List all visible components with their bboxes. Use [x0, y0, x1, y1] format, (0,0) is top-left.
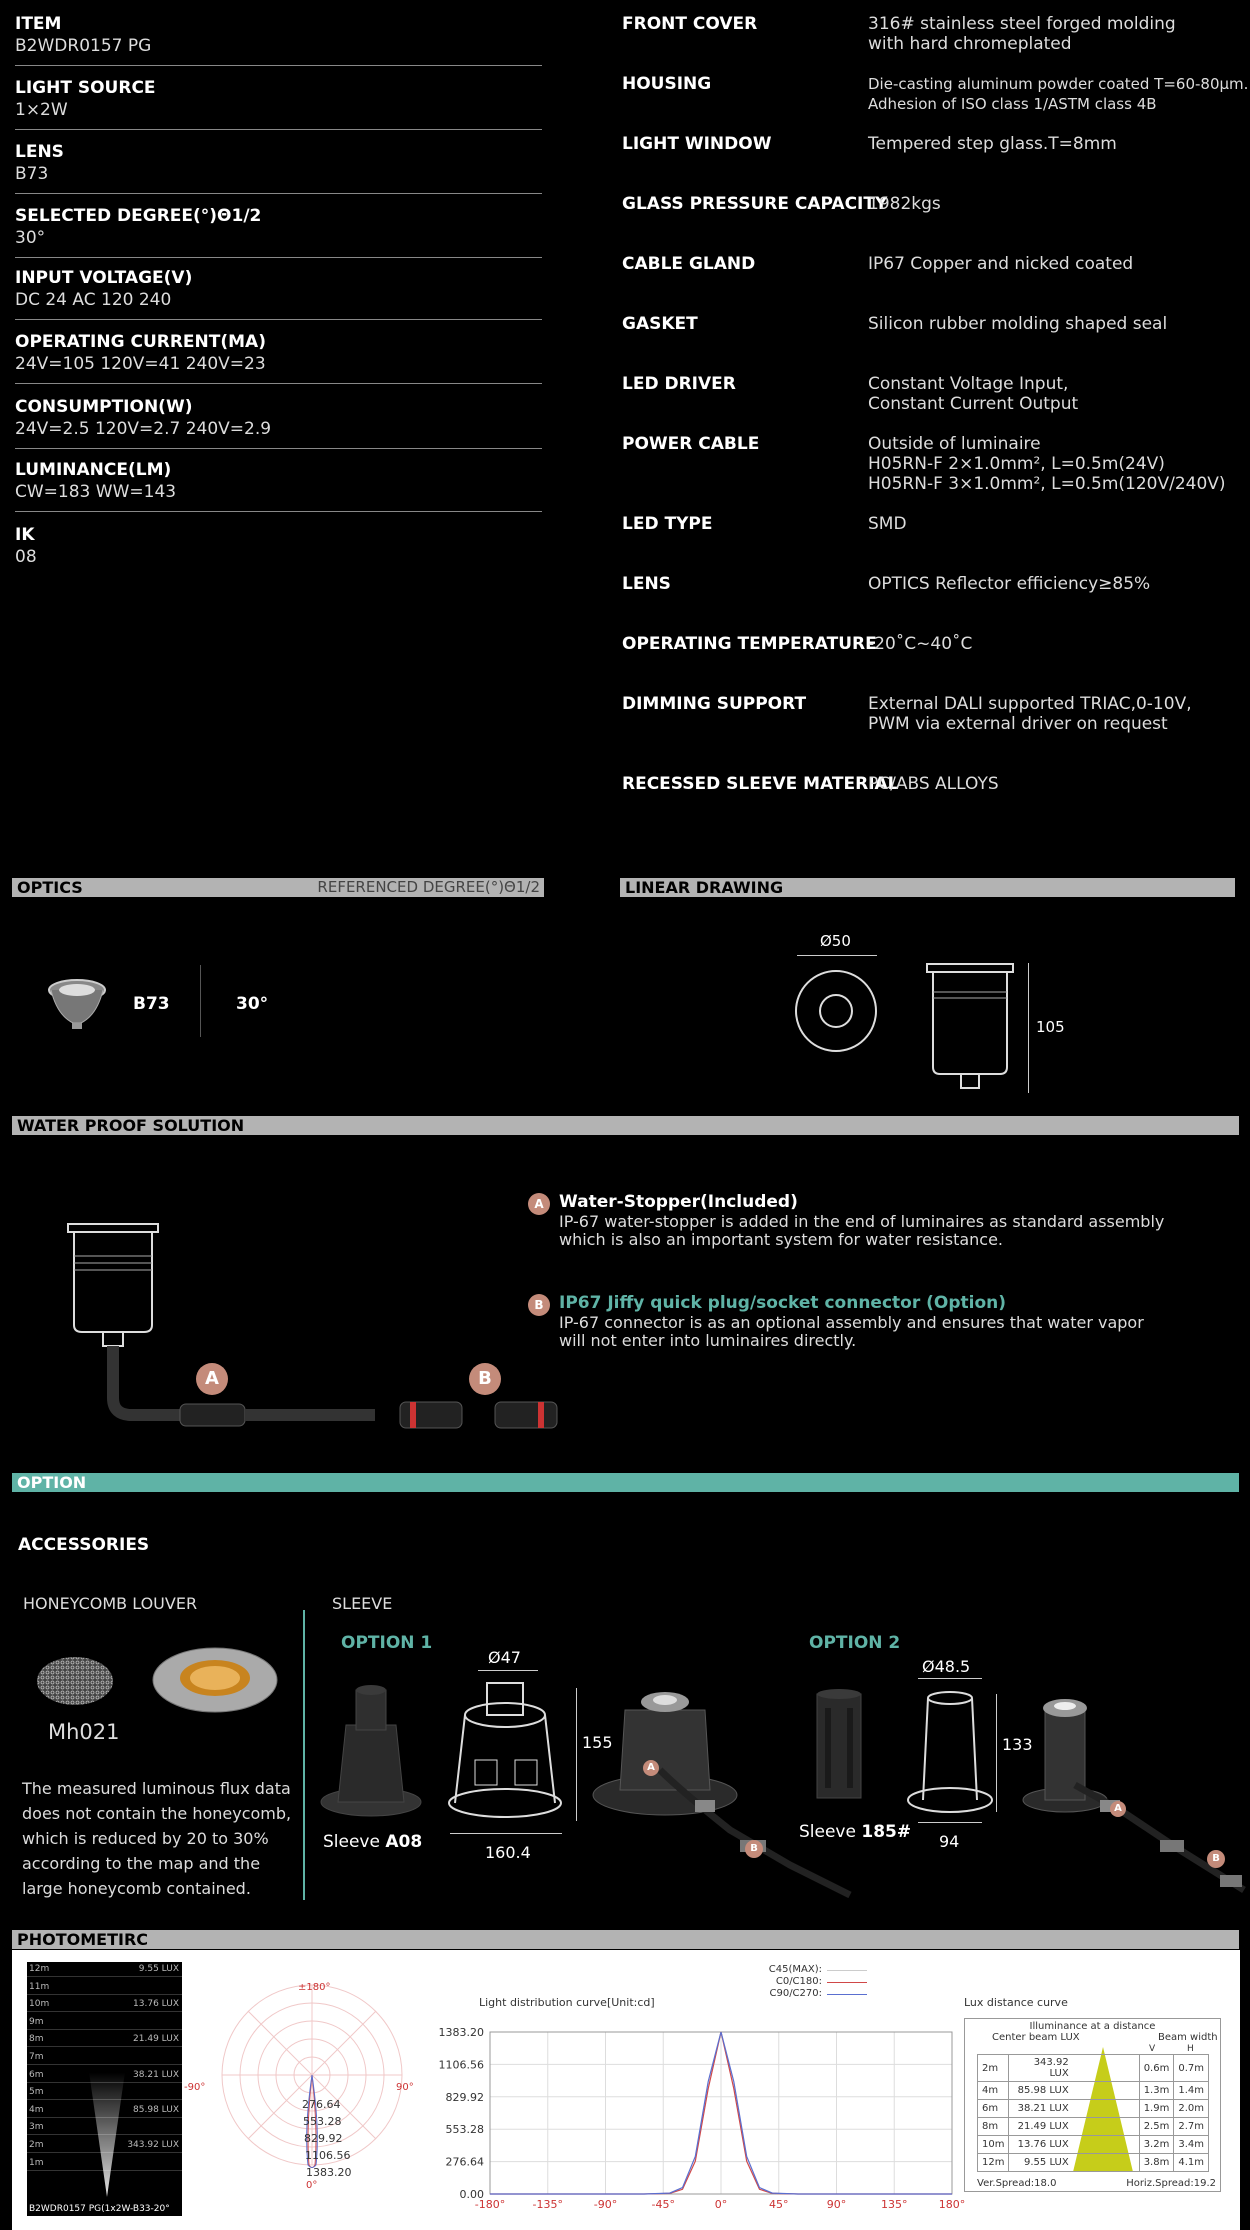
polar-right-label: 90° [396, 2082, 414, 2093]
option2-badge-b: B [1207, 1850, 1225, 1868]
legend-label: C90/C270: [769, 1988, 822, 1999]
right-spec-label: LED TYPE [622, 514, 713, 534]
legend-swatch [827, 1970, 867, 1971]
honeycomb-note-line: which is reduced by 20 to 30% [22, 1829, 269, 1848]
waterproof-b-text-1: IP-67 connector is as an optional assembly and ensures that water vapor [559, 1313, 1144, 1332]
left-spec-label: IK [15, 525, 35, 545]
beam-cone-image [87, 2072, 127, 2197]
lux-table-cell: 21.49 LUX [1009, 2118, 1139, 2136]
distance-row-line [27, 2011, 182, 2012]
left-spec-label: OPERATING CURRENT(MA) [15, 332, 266, 352]
right-spec-label: FRONT COVER [622, 14, 758, 34]
distance-row-label: 7m [29, 2052, 44, 2062]
sleeve-a08-photo [318, 1680, 424, 1820]
optics-degree: 30° [236, 994, 269, 1014]
lux-table-cell: 2.5m [1139, 2118, 1174, 2136]
left-spec-separator [15, 511, 542, 512]
honeycomb-fitted-image [150, 1645, 280, 1715]
optics-lens-code: B73 [133, 994, 170, 1014]
left-spec-item [15, 204, 542, 264]
right-spec-value-line: External DALI supported TRIAC,0-10V, [868, 694, 1192, 714]
lux-table-cell: 8m [978, 2118, 1009, 2136]
left-spec-value: DC 24 AC 120 240 [15, 290, 172, 310]
chart-x-tick-label: -135° [532, 2198, 563, 2211]
legend-label: C45(MAX): [768, 1964, 822, 1975]
honeycomb-code: Mh021 [48, 1720, 120, 1744]
polar-value-label: 553.28 [303, 2115, 342, 2128]
distance-row-label: 2m [29, 2140, 44, 2150]
distance-row-line [27, 2046, 182, 2047]
left-spec-value: 24V=105 120V=41 240V=23 [15, 354, 266, 374]
lux-table-cell: 2m [978, 2055, 1009, 2082]
chart-x-tick-label: 135° [881, 2198, 908, 2211]
lux-table-cell: 0.6m [1139, 2055, 1174, 2082]
chart-x-tick-label: 45° [769, 2198, 789, 2211]
right-spec-value-line: H05RN-F 2×1.0mm², L=0.5m(24V) [868, 454, 1165, 474]
option1-diameter-line [478, 1670, 538, 1671]
chart-x-tick-label: -90° [593, 2198, 618, 2211]
chart-y-tick-label: 0.00 [459, 2188, 484, 2201]
linear-height-line [1028, 963, 1029, 1093]
right-spec-label: GASKET [622, 314, 698, 334]
distance-row-label: 8m [29, 2034, 44, 2045]
left-spec-label: INPUT VOLTAGE(V) [15, 268, 193, 288]
left-spec-item [15, 76, 542, 136]
lux-table-cell: 1.3m [1139, 2082, 1174, 2100]
linear-diameter-label: Ø50 [820, 932, 851, 950]
right-spec-value-line: Tempered step glass.T=8mm [868, 134, 1117, 154]
lux-v-header: V [1149, 2044, 1156, 2054]
lux-table-cell: 10m [978, 2136, 1009, 2154]
left-spec-item [15, 140, 542, 200]
waterproof-badge-a: A [528, 1193, 550, 1215]
legend-label: C0/C180: [775, 1976, 822, 1987]
right-spec-value-line: Die-casting aluminum powder coated T=60-80μm. [868, 75, 1249, 93]
option2-width: 94 [939, 1832, 960, 1851]
chart-y-tick-label: 1106.56 [438, 2058, 484, 2072]
option1-sleeve-prefix: Sleeve [323, 1832, 386, 1852]
linear-drawing-bar [620, 878, 1235, 897]
sleeve-a08-drawing [445, 1675, 565, 1820]
beam-lux-label: 38.21 LUX [133, 2069, 179, 2080]
left-spec-item [15, 523, 542, 583]
sleeve-185-drawing [905, 1688, 995, 1818]
lux-table-cell: 13.76 LUX [1009, 2136, 1139, 2154]
left-spec-value: B73 [15, 164, 49, 184]
lux-hor-spread: Horiz.Spread:19.2 [1126, 2178, 1216, 2189]
left-spec-item [15, 458, 542, 518]
lux-table-cell: 6m [978, 2100, 1009, 2118]
lux-table-cell: 3.4m [1174, 2136, 1209, 2154]
waterproof-badge-b-drawing: B [469, 1363, 501, 1395]
accessories-title: ACCESSORIES [18, 1535, 150, 1555]
left-spec-value: 08 [15, 547, 37, 567]
distance-row-line [27, 1976, 182, 1977]
right-spec-label: OPERATING TEMPERATURE [622, 634, 877, 654]
accessories-divider [303, 1610, 305, 1900]
right-spec-label: DIMMING SUPPORT [622, 694, 807, 714]
lux-table-cell: 1.4m [1174, 2082, 1209, 2100]
optics-divider [200, 965, 201, 1037]
chart-y-tick-label: 276.64 [445, 2155, 484, 2169]
lux-center-header: Center beam LUX [992, 2032, 1080, 2043]
linear-side-view [925, 962, 1015, 1094]
right-spec-value-line: 1982kgs [868, 194, 941, 214]
right-spec-label: LED DRIVER [622, 374, 736, 394]
right-spec-value-line: with hard chromeplated [868, 34, 1072, 54]
honeycomb-note-line: does not contain the honeycomb, [22, 1804, 292, 1823]
polar-value-label: 276.64 [302, 2098, 341, 2111]
option2-title: OPTION 2 [809, 1633, 901, 1653]
option-title: OPTION [17, 1473, 87, 1492]
honeycomb-mesh-image [35, 1655, 115, 1707]
option1-height-line [576, 1688, 577, 1821]
lux-table-cell: 4.1m [1174, 2154, 1209, 2172]
beam-lux-label: 13.76 LUX [133, 1999, 179, 2010]
waterproof-badge-a-drawing: A [196, 1363, 228, 1395]
right-spec-value-line: H05RN-F 3×1.0mm², L=0.5m(120V/240V) [868, 474, 1226, 494]
chart-x-tick-label: -180° [474, 2198, 506, 2211]
optics-referenced-degree: REFERENCED DEGREE(°)Θ1/2 [317, 878, 540, 896]
option1-width-line [450, 1833, 562, 1834]
lux-table-cell: 0.7m [1174, 2055, 1209, 2082]
right-spec-value-line: -20˚C~40˚C [868, 634, 973, 654]
chart-x-tick-label: 180° [938, 2198, 966, 2211]
lux-table-row [978, 2136, 1209, 2154]
option1-height: 155 [582, 1733, 613, 1752]
left-spec-separator [15, 319, 542, 320]
photometric-title: PHOTOMETIRC [17, 1930, 149, 1949]
waterproof-a-text-1: IP-67 water-stopper is added in the end of luminaires as standard assembly [559, 1212, 1165, 1231]
honeycomb-note [22, 1776, 291, 1901]
chart-x-tick-label: 90° [826, 2198, 847, 2211]
right-spec-label: POWER CABLE [622, 434, 760, 454]
polar-left-label: -90° [184, 2082, 206, 2093]
waterproof-a-title: Water-Stopper(Included) [559, 1192, 798, 1212]
waterproof-b-title: IP67 Jiffy quick plug/socket connector (Option) [559, 1293, 1007, 1313]
waterproof-luminaire-drawing [60, 1220, 620, 1440]
lux-table-row [978, 2082, 1209, 2100]
left-spec-separator [15, 65, 542, 66]
chart-y-tick-label: 829.92 [445, 2090, 484, 2104]
sleeve-title: SLEEVE [332, 1594, 393, 1613]
left-spec-value: 30° [15, 228, 46, 248]
sleeve-185-photo [805, 1688, 873, 1823]
right-spec-value-line: IP67 Copper and nicked coated [868, 254, 1134, 274]
polar-value-label: 1106.56 [305, 2149, 351, 2162]
polar-value-label: 829.92 [304, 2132, 343, 2145]
left-spec-separator [15, 383, 542, 384]
option1-width: 160.4 [485, 1843, 531, 1862]
distance-row-label: 10m [29, 1999, 50, 2010]
left-spec-separator [15, 129, 542, 130]
lux-table-cell: 38.21 LUX [1009, 2100, 1139, 2118]
optics-bar [12, 878, 544, 897]
option2-installed-image [1020, 1690, 1245, 1910]
left-spec-separator [15, 193, 542, 194]
option2-diameter: Ø48.5 [922, 1657, 971, 1676]
lux-table [977, 2054, 1209, 2172]
option-bar [12, 1473, 1239, 1492]
left-spec-label: LENS [15, 142, 64, 162]
reflector-lens-image [45, 975, 110, 1035]
distance-row-label: 11m [29, 1981, 50, 1992]
right-spec-label: RECESSED SLEEVE MATERIAL [622, 774, 899, 794]
left-spec-value: CW=183 WW=143 [15, 482, 177, 502]
lux-table-cell: 1.9m [1139, 2100, 1174, 2118]
linear-diameter-line [797, 955, 877, 956]
distance-row-line [27, 1994, 182, 1995]
option2-height-line [996, 1694, 997, 1812]
right-spec-value-line: Outside of luminaire [868, 434, 1041, 454]
right-spec-label: GLASS PRESSURE CAPACITY [622, 194, 888, 214]
waterproof-bar [12, 1116, 1239, 1135]
chart-x-tick-label: 0° [714, 2198, 728, 2211]
right-spec-label: CABLE GLAND [622, 254, 756, 274]
distance-row-label: 12m [29, 1964, 50, 1974]
honeycomb-title: HONEYCOMB LOUVER [23, 1594, 198, 1613]
right-spec-value-line: 316# stainless steel forged molding [868, 14, 1176, 34]
left-spec-item [15, 330, 542, 390]
lux-table-row [978, 2154, 1209, 2172]
beam-lux-label: 21.49 LUX [133, 2034, 179, 2045]
right-spec-value-line: SMD [868, 514, 907, 534]
beam-lux-label: 9.55 LUX [138, 1964, 179, 1974]
lux-table-row [978, 2118, 1209, 2136]
distance-row-label: 5m [29, 2087, 44, 2098]
lux-distance-panel [964, 2018, 1221, 2192]
beam-distance-panel [27, 1962, 182, 2216]
waterproof-badge-b: B [528, 1294, 550, 1316]
lux-table-cell: 343.92 LUX [1009, 2055, 1139, 2082]
beam-model-caption: B2WDR0157 PG(1x2W-B33-20° [29, 2204, 170, 2214]
option1-badge-b: B [745, 1840, 763, 1858]
option2-width-line [918, 1822, 982, 1823]
left-spec-item [15, 12, 542, 72]
left-spec-label: LIGHT SOURCE [15, 78, 156, 98]
right-spec-label: LIGHT WINDOW [622, 134, 772, 154]
left-spec-label: ITEM [15, 14, 62, 34]
distance-row-line [27, 2064, 182, 2065]
left-spec-value: 24V=2.5 120V=2.7 240V=2.9 [15, 419, 272, 439]
photometric-panel [12, 1950, 1240, 2230]
left-spec-label: SELECTED DEGREE(°)Θ1/2 [15, 206, 262, 226]
linear-height-label: 105 [1036, 1018, 1065, 1036]
right-spec-value-line: Adhesion of ISO class 1/ASTM class 4B [868, 95, 1157, 113]
chart-x-tick-label: -45° [651, 2198, 675, 2211]
waterproof-a-text-2: which is also an important system for water resistance. [559, 1230, 1004, 1249]
beam-lux-label: 343.92 LUX [127, 2140, 179, 2150]
polar-value-label: 1383.20 [306, 2166, 352, 2179]
chart-y-tick-label: 1383.20 [438, 2026, 484, 2039]
lux-beam-header: Beam width [1158, 2032, 1218, 2043]
lux-table-cell: 3.2m [1139, 2136, 1174, 2154]
right-spec-value-line: PC/ABS ALLOYS [868, 774, 999, 794]
lux-table-cell: 4m [978, 2082, 1009, 2100]
left-spec-value: B2WDR0157 PG [15, 36, 152, 56]
right-spec-label: LENS [622, 574, 671, 594]
left-spec-value: 1×2W [15, 100, 68, 120]
curve-title: Light distribution curve[Unit:cd] [479, 1996, 655, 2009]
lux-table-cell: 2.0m [1174, 2100, 1209, 2118]
lux-table-cell: 12m [978, 2154, 1009, 2172]
left-spec-item [15, 266, 542, 326]
honeycomb-note-line: according to the map and the [22, 1854, 261, 1873]
option1-badge-a: A [643, 1760, 659, 1776]
honeycomb-note-line: large honeycomb contained. [22, 1879, 251, 1898]
right-spec-value-line: PWM via external driver on request [868, 714, 1168, 734]
distance-row-line [27, 2029, 182, 2030]
left-spec-separator [15, 257, 542, 258]
linear-drawing-title: LINEAR DRAWING [625, 878, 784, 897]
right-spec-value-line: Silicon rubber molding shaped seal [868, 314, 1168, 334]
waterproof-b-text-2: will not enter into luminaires directly. [559, 1331, 857, 1350]
beam-lux-label: 85.98 LUX [133, 2104, 179, 2115]
distance-row-label: 1m [29, 2157, 44, 2168]
option1-sleeve-code: A08 [385, 1832, 423, 1852]
option1-title: OPTION 1 [341, 1633, 433, 1653]
lux-table-cell: 3.8m [1139, 2154, 1174, 2172]
right-spec-value-line: Constant Voltage Input, [868, 374, 1069, 394]
option2-sleeve-code: 185# [861, 1822, 912, 1842]
right-spec-value-line: Constant Current Output [868, 394, 1079, 414]
polar-bottom-label: 0° [306, 2180, 318, 2191]
distance-row-label: 4m [29, 2104, 44, 2115]
lux-ver-spread: Ver.Spread:18.0 [977, 2178, 1057, 2189]
lux-table-title: Illuminance at a distance [1029, 2021, 1156, 2032]
legend-swatch [827, 1994, 867, 1995]
distance-row-label: 9m [29, 2016, 44, 2027]
option1-diameter: Ø47 [488, 1648, 521, 1667]
polar-top-label: ±180° [298, 1982, 331, 1993]
option2-height: 133 [1002, 1735, 1033, 1754]
option1-sleeve-name [323, 1832, 422, 1852]
option2-sleeve-name [799, 1822, 911, 1842]
right-spec-label: HOUSING [622, 74, 712, 94]
distance-row-label: 6m [29, 2069, 44, 2080]
waterproof-title: WATER PROOF SOLUTION [17, 1116, 245, 1135]
lux-table-cell: 2.7m [1174, 2118, 1209, 2136]
right-spec-value-line: OPTICS Reflector efficiency≥85% [868, 574, 1151, 594]
light-distribution-chart [412, 2006, 966, 2228]
option2-badge-a: A [1110, 1801, 1126, 1817]
left-spec-label: CONSUMPTION(W) [15, 397, 193, 417]
lux-h-header: H [1187, 2044, 1194, 2054]
lux-table-cell: 85.98 LUX [1009, 2082, 1139, 2100]
option2-diameter-line [918, 1678, 982, 1679]
option2-sleeve-prefix: Sleeve [799, 1822, 862, 1842]
lux-table-cell: 9.55 LUX [1009, 2154, 1139, 2172]
photometric-bar [12, 1930, 1239, 1949]
left-spec-separator [15, 448, 542, 449]
distance-row-label: 3m [29, 2122, 44, 2133]
lux-table-row [978, 2055, 1209, 2082]
left-spec-item [15, 395, 542, 455]
linear-top-view [793, 968, 879, 1054]
chart-y-tick-label: 553.28 [445, 2123, 484, 2137]
lux-distance-title: Lux distance curve [964, 1996, 1068, 2009]
left-spec-label: LUMINANCE(LM) [15, 460, 172, 480]
honeycomb-note-line: The measured luminous flux data [22, 1779, 291, 1798]
legend-swatch [827, 1982, 867, 1983]
optics-title: OPTICS [17, 878, 83, 897]
lux-table-row [978, 2100, 1209, 2118]
